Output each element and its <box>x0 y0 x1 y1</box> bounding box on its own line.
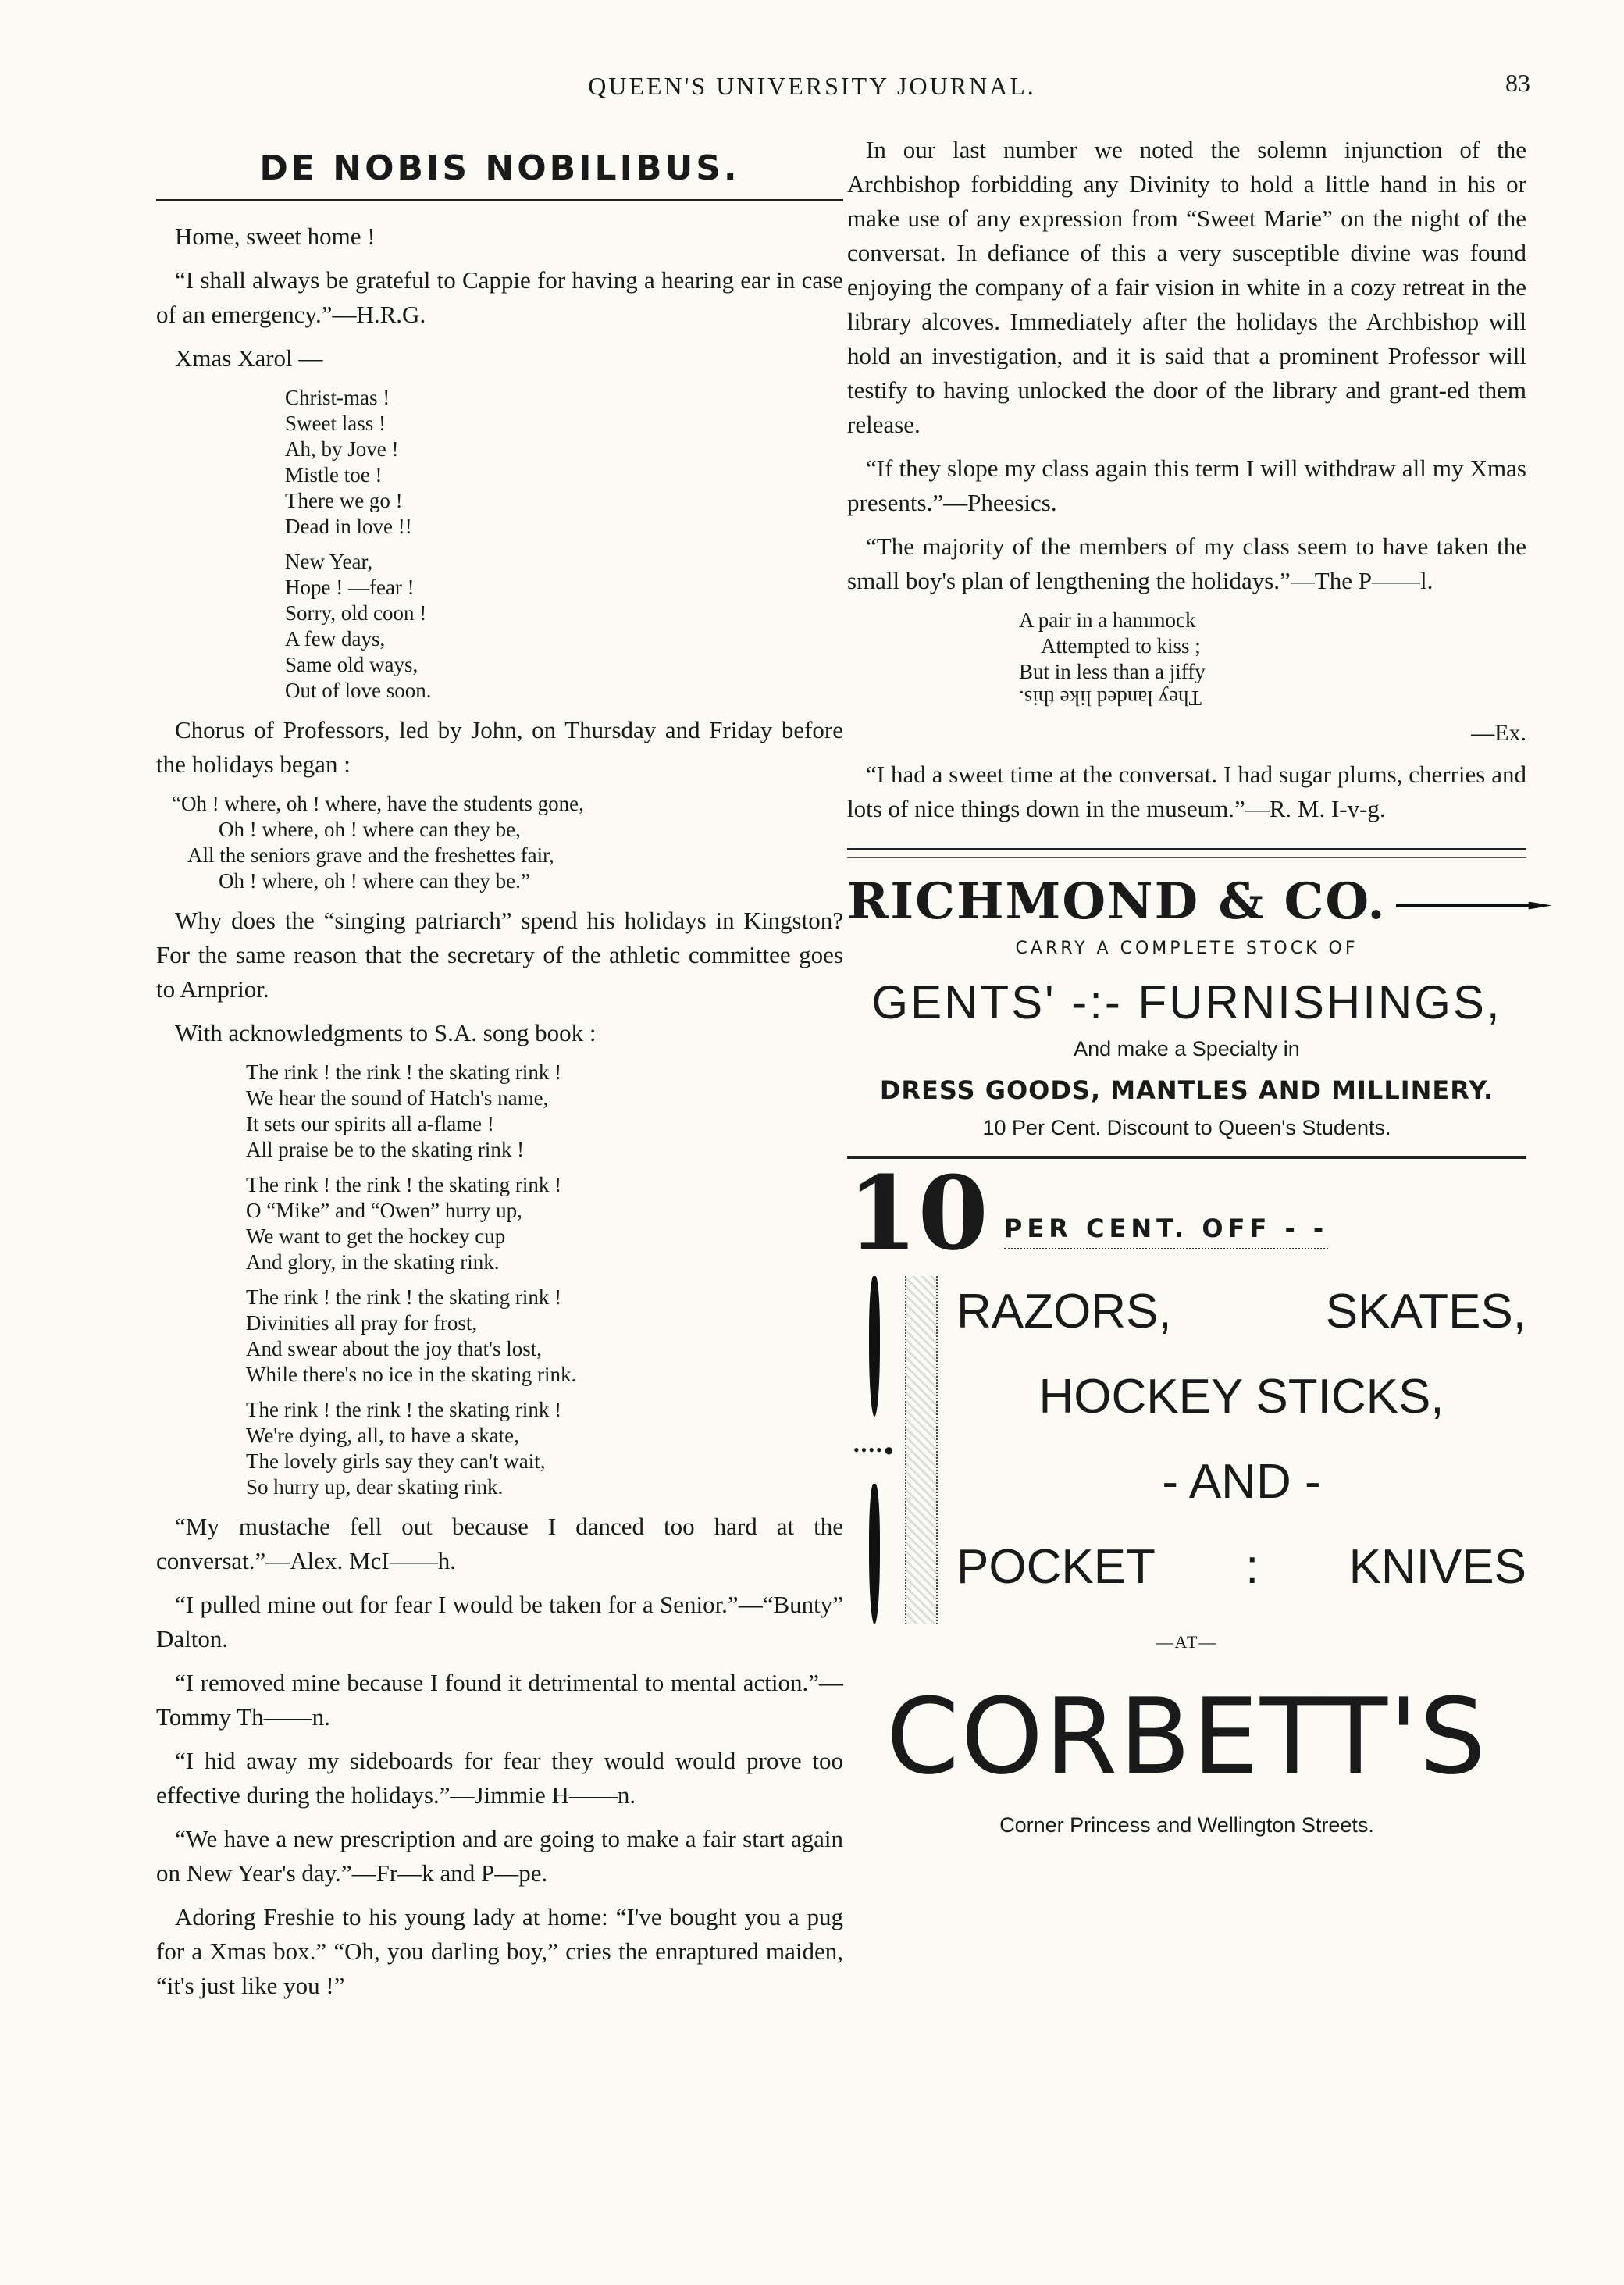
rink-stanza-1 <box>246 1060 843 1163</box>
filigree-border <box>905 1276 938 1624</box>
upside-down-line: They landed like this. <box>1019 686 1202 710</box>
right-column <box>847 133 1526 1838</box>
page-number: 83 <box>1505 69 1530 97</box>
verse-line: All the seniors grave and the freshettes fair, <box>187 843 554 867</box>
verse-line: The rink ! the rink ! the skating rink ! <box>246 1173 562 1196</box>
verse-line: Dead in love !! <box>285 515 412 538</box>
paragraph: “If they slope my class again this term I will withdraw all my Xmas presents.”—Pheesics. <box>847 455 1526 516</box>
verse-line: O “Mike” and “Owen” hurry up, <box>246 1199 522 1222</box>
paragraph: In our last number we noted the solemn injunction of the Archbishop forbidding any Divinity to hold a little hand in his or make use of any expression from “Sweet Marie” on the night of the conversat. In defiance of this a very susceptible divine was found enjoying the company of a fair vision in white in a cozy retreat in the library alcoves. Immediately after the holidays the Archbishop will hold an investigation, and it is said that a prominent Professor will testify to having unlocked the door of the library and grant-ed them release. <box>847 136 1526 438</box>
verse-line: New Year, <box>285 550 373 573</box>
brace-icon <box>869 1276 880 1417</box>
verse-line: A few days, <box>285 627 386 651</box>
verse-line: All praise be to the skating rink ! <box>246 1138 525 1161</box>
verse-line: We're dying, all, to have a skate, <box>246 1424 519 1447</box>
divider <box>847 857 1526 858</box>
ad-headline: GENTS' -:- FURNISHINGS, <box>871 976 1502 1028</box>
verse-line: So hurry up, dear skating rink. <box>246 1475 504 1499</box>
discount-text: PER CENT. OFF - - <box>1004 1214 1328 1249</box>
paragraph: “I hid away my sideboards for fear they would would prove too effective during the holidays.”—Jimmie H——n. <box>156 1747 843 1809</box>
left-column <box>156 148 843 2012</box>
hammock-verse <box>1019 608 1526 711</box>
xmas-stanza-2 <box>285 549 843 704</box>
ad-at: —AT— <box>1156 1632 1218 1652</box>
verse-line: And swear about the joy that's lost, <box>246 1337 543 1360</box>
paragraph: Chorus of Professors, led by John, on Thursday and Friday before the holidays began : <box>156 716 843 778</box>
rink-stanza-2 <box>246 1172 843 1275</box>
dots-icon: ••••● <box>853 1440 896 1460</box>
verse-line: Oh ! where, oh ! where can they be.” <box>219 869 530 893</box>
paragraph: “We have a new prescription and are going to make a fair start again on New Year's day.”—Fr—k and P—pe. <box>156 1825 843 1887</box>
verse-line: The rink ! the rink ! the skating rink ! <box>246 1061 562 1084</box>
paragraph: Home, sweet home ! <box>175 223 376 250</box>
verse-line: While there's no ice in the skating rink. <box>246 1363 577 1386</box>
verse-line: Hope ! —fear ! <box>285 576 415 599</box>
arrow-icon <box>1396 902 1552 910</box>
chorus-verse <box>172 791 843 894</box>
discount-header <box>847 1153 1526 1273</box>
verse-line: The lovely girls say they can't wait, <box>246 1449 546 1473</box>
section-title: DE NOBIS NOBILIBUS. <box>156 148 843 201</box>
xmas-stanza-1 <box>285 385 843 540</box>
items-block <box>847 1276 1526 1624</box>
ad-line: CARRY A COMPLETE STOCK OF <box>1015 939 1359 958</box>
verse-line: Same old ways, <box>285 653 418 676</box>
paragraph: Xmas Xarol — <box>175 344 323 372</box>
richmond-ad <box>847 872 1526 1140</box>
ad-line: 10 Per Cent. Discount to Queen's Students. <box>982 1116 1391 1139</box>
discount-number: 10 <box>847 1153 988 1273</box>
verse-line: We hear the sound of Hatch's name, <box>246 1086 549 1110</box>
verse-line: And glory, in the skating rink. <box>246 1250 500 1274</box>
verse-line: It sets our spirits all a-flame ! <box>246 1112 494 1135</box>
item-line: POCKET : KNIVES <box>956 1540 1526 1594</box>
corbett-ad <box>847 1153 1526 1838</box>
paragraph: Adoring Freshie to his young lady at home: “I've bought you a pug for a Xmas box.” “Oh, you darling boy,” cries the enraptured maiden, “it's just like you !” <box>156 1903 843 1999</box>
rink-stanza-4 <box>246 1397 843 1500</box>
divider <box>847 848 1526 850</box>
verse-line: A pair in a hammock <box>1019 608 1196 632</box>
paragraph: With acknowledgments to S.A. song book : <box>175 1019 597 1046</box>
verse-line: Divinities all pray for frost, <box>246 1311 478 1335</box>
item-line: - AND - <box>1162 1455 1321 1509</box>
verse-line: “Oh ! where, oh ! where, have the students gone, <box>172 792 584 815</box>
brace-ornament <box>847 1276 902 1624</box>
attribution: —Ex. <box>1471 720 1526 746</box>
verse-line: Out of love soon. <box>285 679 432 702</box>
paragraph: Why does the “singing patriarch” spend his holidays in Kingston? For the same reason that the secretary of the athletic committee goes to Arnprior. <box>156 907 843 1003</box>
verse-line: Christ-mas ! <box>285 386 390 409</box>
brace-icon <box>869 1484 880 1624</box>
store-address: Corner Princess and Wellington Streets. <box>999 1813 1374 1837</box>
verse-line: The rink ! the rink ! the skating rink ! <box>246 1398 562 1421</box>
verse-line: But in less than a jiffy <box>1019 660 1206 683</box>
verse-line: Oh ! where, oh ! where can they be, <box>219 818 521 841</box>
verse-line: Sweet lass ! <box>285 412 386 435</box>
paragraph: “I removed mine because I found it detrimental to mental action.”—Tommy Th——n. <box>156 1669 843 1731</box>
item-line: HOCKEY STICKS, <box>1038 1370 1444 1424</box>
verse-line: Ah, by Jove ! <box>285 437 399 461</box>
ad-headline: DRESS GOODS, MANTLES AND MILLINERY. <box>879 1075 1494 1105</box>
ad-title: RICHMOND & CO. <box>847 872 1526 931</box>
verse-line: The rink ! the rink ! the skating rink ! <box>246 1285 562 1309</box>
verse-line: Sorry, old coon ! <box>285 601 427 625</box>
item-list <box>956 1276 1526 1624</box>
paragraph: “I pulled mine out for fear I would be taken for a Senior.”—“Bunty” Dalton. <box>156 1591 843 1652</box>
paragraph: “I shall always be grateful to Cappie for having a hearing ear in case of an emergency.”—H.R.G. <box>156 266 843 328</box>
verse-line: Mistle toe ! <box>285 463 383 487</box>
verse-line: There we go ! <box>285 489 403 512</box>
store-name: CORBETT'S <box>886 1676 1487 1798</box>
item-line: RAZORS, SKATES, <box>956 1285 1526 1339</box>
verse-line: Attempted to kiss ; <box>1041 634 1201 658</box>
paragraph: “My mustache fell out because I danced too hard at the conversat.”—Alex. McI——h. <box>156 1513 843 1574</box>
rink-stanza-3 <box>246 1285 843 1388</box>
ad-line: And make a Specialty in <box>1074 1037 1300 1061</box>
paragraph: “I had a sweet time at the conversat. I had sugar plums, cherries and lots of nice things down in the museum.”—R. M. I-v-g. <box>847 761 1526 822</box>
verse-line: We want to get the hockey cup <box>246 1224 506 1248</box>
paragraph: “The majority of the members of my class seem to have taken the small boy's plan of lengthening the holidays.”—The P——l. <box>847 533 1526 594</box>
running-head: QUEEN'S UNIVERSITY JOURNAL. <box>588 72 1036 100</box>
